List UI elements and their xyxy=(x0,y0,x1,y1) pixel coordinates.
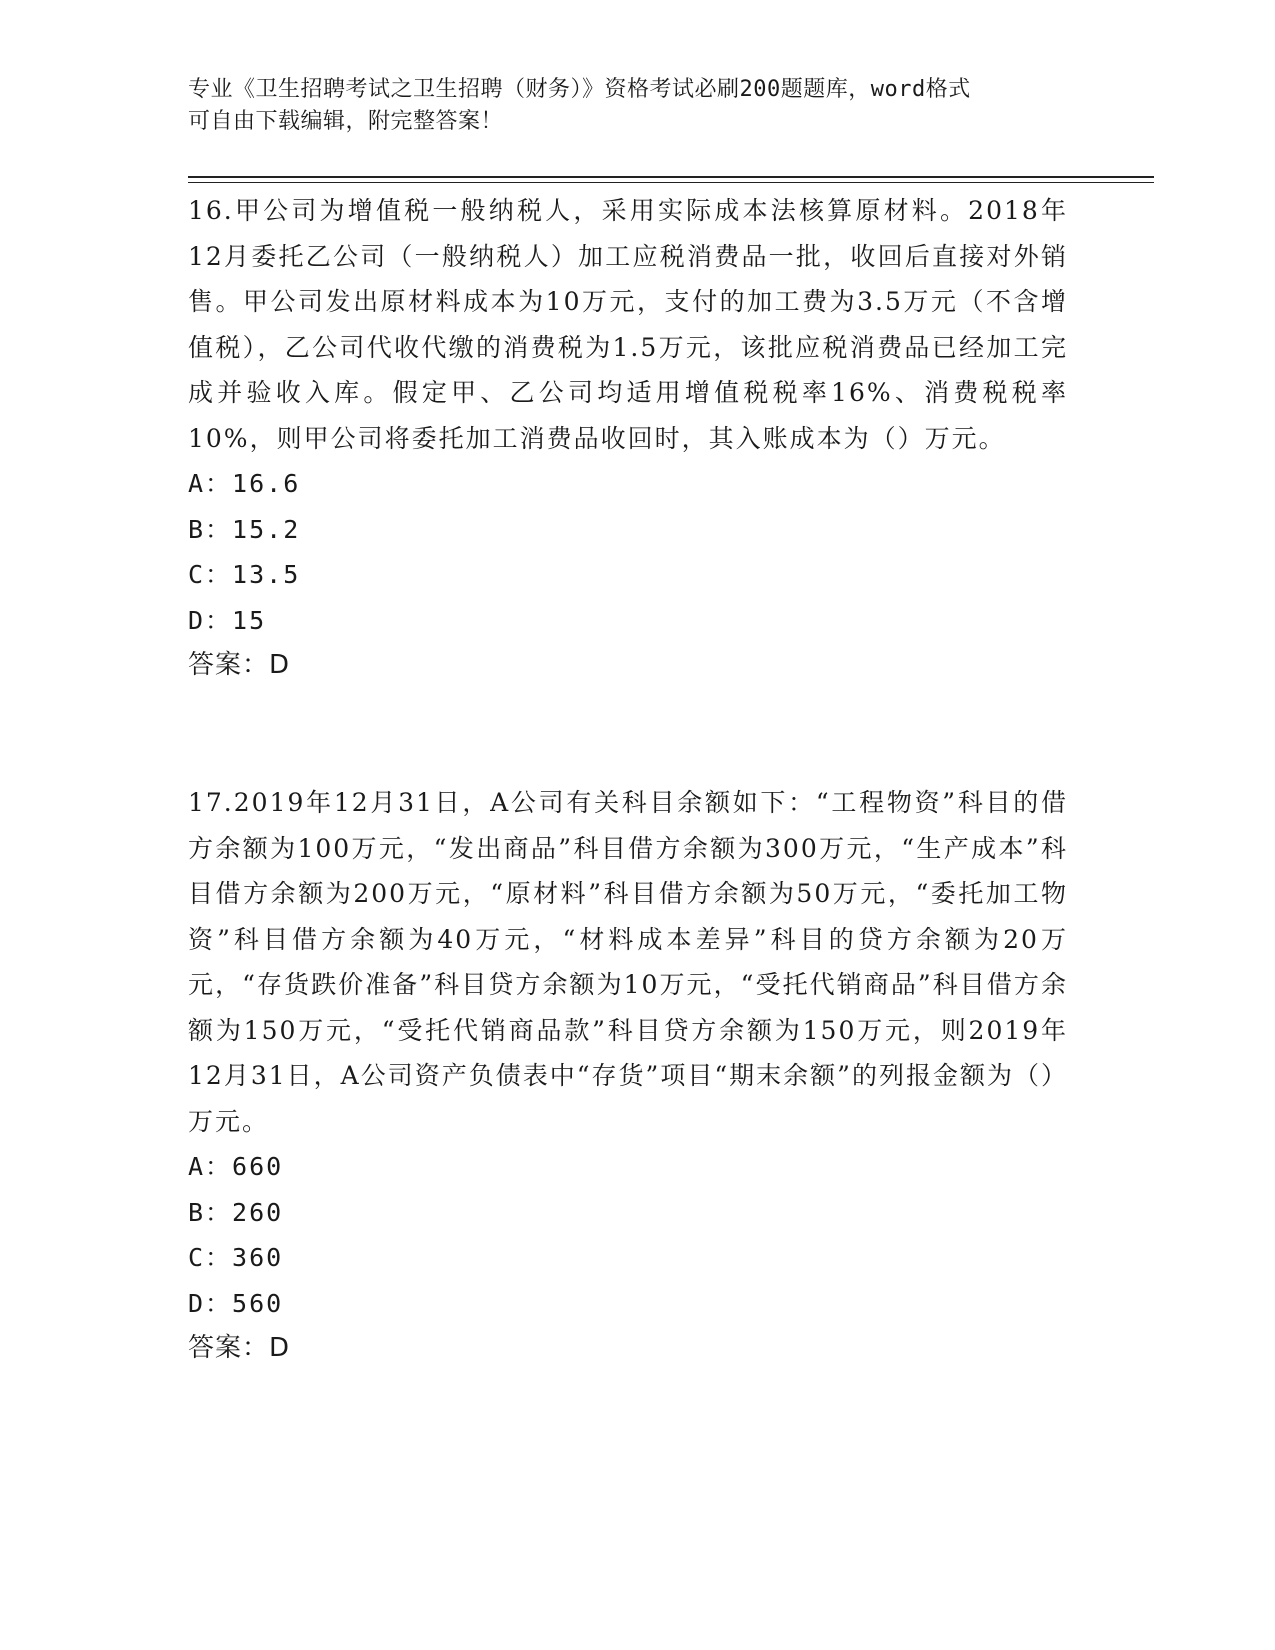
header-divider-thick xyxy=(188,176,1154,178)
answer-line: 答案：D xyxy=(188,650,291,680)
header-line-1: 专业《卫生招聘考试之卫生招聘（财务）》资格考试必刷200题题库，word格式 xyxy=(188,77,971,102)
question-16 xyxy=(188,188,1068,689)
option-a: A：16.6 xyxy=(188,469,301,498)
answer-line: 答案：D xyxy=(188,1333,291,1363)
option-c: C：13.5 xyxy=(188,560,301,589)
question-stem: 16.甲公司为增值税一般纳税人，采用实际成本法核算原材料。2018年12月委托乙公司（一般纳税人）加工应税消费品一批，收回后直接对外销售。甲公司发出原材料成本为10万元，支付的加工费为3.5万元（不含增值税），乙公司代收代缴的消费税为1.5万元，该批应税消费品已经加工完成并验收入库。假定甲、乙公司均适用增值税税率16%、消费税税率10%，则甲公司将委托加工消费品收回时，其入账成本为（）万元。 xyxy=(188,196,1068,453)
header-line-2: 可自由下载编辑，附完整答案！ xyxy=(188,109,504,134)
option-a: A：660 xyxy=(188,1152,284,1181)
option-b: B：260 xyxy=(188,1197,284,1227)
option-d: D：560 xyxy=(188,1288,284,1318)
option-d: D：15 xyxy=(188,605,267,635)
option-c: C：360 xyxy=(188,1243,284,1272)
option-b: B：15.2 xyxy=(188,514,301,544)
question-17 xyxy=(188,780,1068,1372)
header-divider-thin xyxy=(188,182,1154,183)
document-header xyxy=(188,74,1078,138)
question-stem: 17.2019年12月31日，A公司有关科目余额如下：“工程物资”科目的借方余额为100万元，“发出商品”科目借方余额为300万元，“生产成本”科目借方余额为200万元，“原材料”科目借方余额为50万元，“委托加工物资”科目借方余额为40万元，“材料成本差异”科目的贷方余额为20万元，“存货跌价准备”科目贷方余额为10万元，“受托代销商品”科目借方余额为150万元，“受托代销商品款”科目贷方余额为150万元，则2019年12月31日，A公司资产负债表中“存货”项目“期末余额”的列报金额为（）万元。 xyxy=(188,788,1068,1136)
